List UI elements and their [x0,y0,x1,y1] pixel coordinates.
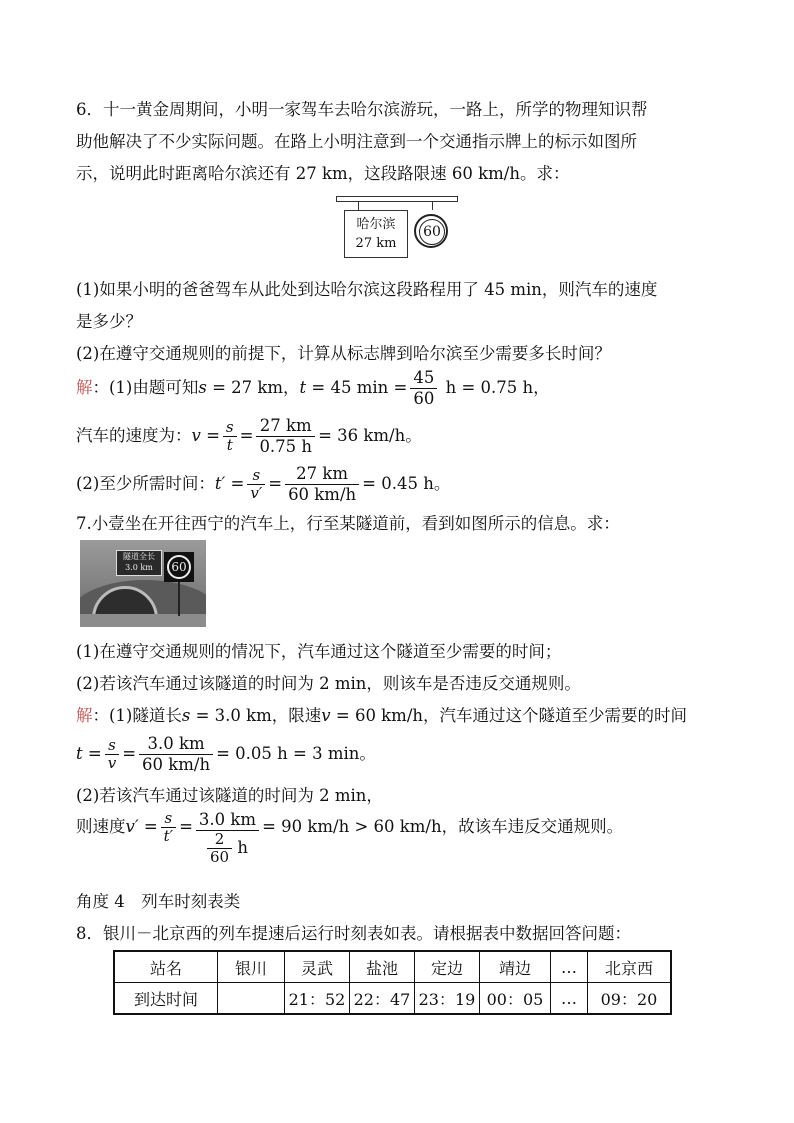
table-cell: … [551,983,588,1015]
fraction-3-60: $\frac{3.0 km}{60 km/h}$ [139,734,213,775]
table-cell: … [551,951,588,983]
sign-distance: 27 km [355,236,397,251]
table-cell: 09：20 [588,983,672,1015]
table-cell: 到达时间 [114,983,218,1015]
fraction-27-60: $\frac{27 km}{60 km/h}$ [285,464,359,505]
tunnel-length-sign: 隧道全长 3.0 km [116,550,162,576]
q6-sub1-line-1: (1)如果小明的爸爸驾车从此处到达哈尔滨这段路程用了 45 min，则汽车的速度 [76,280,658,299]
q7-line: 7.小壹坐在开往西宁的汽车上，行至某隧道前，看到如图所示的信息。求： [76,514,620,533]
q6-solution-line-1: 解：(1)由题可知s = 27 km，t = 45 min = $\frac{45}{60}$ h = 0.75 h， [76,368,550,408]
table-cell: 00：05 [480,983,551,1015]
solution-mark: 解 [76,378,93,397]
tunnel-photo [80,540,206,627]
sign-place: 哈尔滨 [356,217,396,232]
q6-line-1: 6．十一黄金周期间，小明一家驾车去哈尔滨游玩，一路上，所学的物理知识帮 [76,100,648,119]
table-cell [218,983,285,1015]
q6-line-2: 助他解决了不少实际问题。在路上小明注意到一个交通指示牌上的标示如图所 [76,132,637,151]
harbin-road-sign [336,196,458,262]
q7-sub1: (1)在遵守交通规则的情况下，汽车通过这个隧道至少需要的时间； [76,642,562,661]
table-cell: 22：47 [350,983,415,1015]
q6-sub1-line-2: 是多少？ [76,312,142,331]
speed-limit-value: 60 [419,219,445,245]
q6-solution-line-2: 汽车的速度为：v = $\frac{s}{t}$ = $\frac{27 km}{0.75 h}$ = 36 km/h。 [76,416,422,456]
table-cell: 定边 [415,951,480,983]
q8-line: 8．银川－北京西的列车提速后运行时刻表如表。请根据表中数据回答问题： [76,924,631,943]
table-cell: 银川 [218,951,285,983]
fraction-27-075: $\frac{27 km}{0.75 h}$ [256,416,315,457]
q7-solution-line-2: t = $\frac{s}{v}$ = $\frac{3.0 km}{60 km/h}$ = 0.05 h = 3 min。 [76,734,376,774]
speed-limit-sign [414,214,448,248]
angle-heading: 角度 4 列车时刻表类 [76,892,241,911]
q7-solution-line-3: (2)若该汽车通过该隧道的时间为 2 min， [76,786,383,805]
table-cell: 站名 [114,951,218,983]
fraction-3-over-2-60: 3.0 km $\frac{2}{60}$ h [196,810,259,866]
fraction-s-t: $\frac{s}{t}$ [223,419,237,454]
fraction-s-tprime: $\frac{s}{t'}$ [161,810,176,845]
table-cell: 靖边 [480,951,551,983]
fraction-s-vprime: $\frac{s}{v'}$ [247,467,265,502]
table-cell: 灵武 [285,951,350,983]
table-header-row [114,951,671,983]
table-cell: 23：19 [415,983,480,1015]
q7-solution-line-4: 则速度v′ = $\frac{s}{t'}$ = 3.0 km $\frac{2}{60}$ h = 90 km/h > 60 km/h，故该车违反交通规则。 [76,809,624,866]
q6-solution-line-3: (2)至少所需时间：t′ = $\frac{s}{v'}$ = $\frac{27 km}{60 km/h}$ = 0.45 h。 [76,464,451,504]
table-cell: 21：52 [285,983,350,1015]
q7-solution-line-1: 解：(1)隧道长s = 3.0 km，限速v = 60 km/h，汽车通过这个隧道至少需要的时间 [76,706,688,725]
speed-limit-sign: 60 [164,552,194,582]
fraction-45-60: $\frac{45}{60}$ [410,368,437,409]
train-timetable [113,950,672,1015]
q7-sub2: (2)若该汽车通过该隧道的时间为 2 min，则该车是否违反交通规则。 [76,674,581,693]
distance-board [344,210,408,258]
table-cell: 北京西 [588,951,672,983]
solution-mark: 解 [76,706,93,725]
table-cell: 盐池 [350,951,415,983]
sign-top-bar [336,196,458,202]
table-row [114,983,671,1015]
fraction-s-v: $\frac{s}{v}$ [105,737,119,772]
q6-line-3: 示，说明此时距离哈尔滨还有 27 km，这段路限速 60 km/h。求： [76,164,570,183]
q6-sub2: (2)在遵守交通规则的前提下，计算从标志牌到哈尔滨至少需要多长时间？ [76,344,611,363]
